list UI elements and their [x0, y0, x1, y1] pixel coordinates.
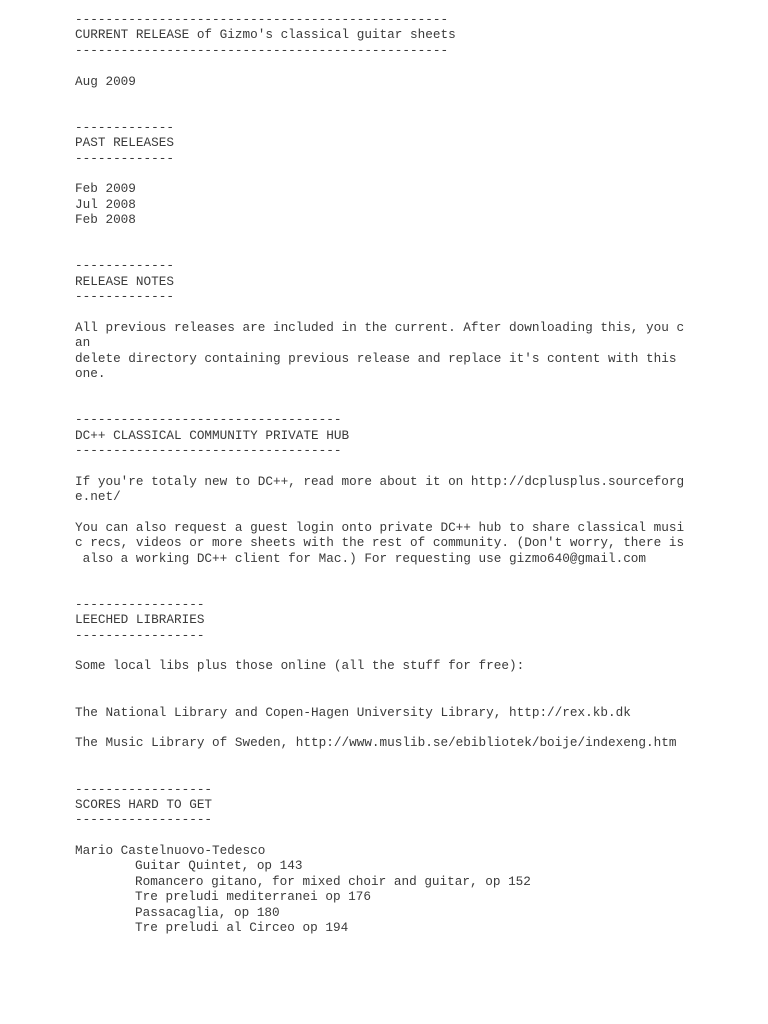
- current-release-heading: CURRENT RELEASE of Gizmo's classical guitar sheets: [75, 27, 456, 43]
- past-release-date: Feb 2009: [75, 181, 136, 197]
- hub-paragraph-line: c recs, videos or more sheets with the rest of community. (Don't worry, there is: [75, 535, 685, 551]
- libraries-heading: LEECHED LIBRARIES: [75, 612, 205, 628]
- rule-top: -------------: [75, 119, 174, 135]
- library-entry: The Music Library of Sweden, http://www.muslib.se/ebibliotek/boije/indexeng.htm: [75, 735, 677, 751]
- document-page: [75, 12, 735, 935]
- hub-paragraph-line: If you're totaly new to DC++, read more about it on http://dcplusplus.sourceforg: [75, 473, 685, 489]
- rule-top: -------------: [75, 258, 174, 274]
- current-release-date: Aug 2009: [75, 73, 136, 89]
- hub-paragraph-line: e.net/: [75, 489, 121, 505]
- release-notes-line: All previous releases are included in the current. After downloading this, you c: [75, 319, 685, 335]
- libraries-intro: Some local libs plus those online (all the stuff for free):: [75, 658, 525, 674]
- rule-bottom: -------------: [75, 150, 174, 166]
- rule-bottom: -----------------------------------: [75, 442, 342, 458]
- rule-bottom: -------------: [75, 289, 174, 305]
- composer-name: Mario Castelnuovo-Tedesco: [75, 843, 266, 859]
- past-release-date: Feb 2008: [75, 212, 136, 228]
- score-entry: Guitar Quintet, op 143: [135, 858, 303, 874]
- rule-top: -----------------: [75, 596, 205, 612]
- past-releases-heading: PAST RELEASES: [75, 135, 174, 151]
- release-notes-heading: RELEASE NOTES: [75, 273, 174, 289]
- rule-bottom: -----------------: [75, 627, 205, 643]
- library-entry: The National Library and Copen-Hagen University Library, http://rex.kb.dk: [75, 704, 631, 720]
- scores-heading: SCORES HARD TO GET: [75, 796, 213, 812]
- release-notes-line: one.: [75, 365, 106, 381]
- release-notes-line: an: [75, 335, 91, 351]
- release-notes-line: delete directory containing previous release and replace it's content with this: [75, 350, 677, 366]
- score-entry: Tre preludi mediterranei op 176: [135, 889, 372, 905]
- rule-top: -----------------------------------: [75, 412, 342, 428]
- score-entry: Passacaglia, op 180: [135, 904, 280, 920]
- rule-bottom: -------------------------------------------------: [75, 42, 449, 58]
- hub-paragraph-line: You can also request a guest login onto private DC++ hub to share classical musi: [75, 519, 685, 535]
- hub-heading: DC++ CLASSICAL COMMUNITY PRIVATE HUB: [75, 427, 350, 443]
- rule-top: ------------------: [75, 781, 213, 797]
- rule-top: -------------------------------------------------: [75, 12, 449, 27]
- hub-paragraph-line: also a working DC++ client for Mac.) For requesting use gizmo640@gmail.com: [75, 550, 647, 566]
- rule-bottom: ------------------: [75, 812, 213, 828]
- score-entry: Romancero gitano, for mixed choir and guitar, op 152: [135, 873, 531, 889]
- past-release-date: Jul 2008: [75, 196, 136, 212]
- score-entry: Tre preludi al Circeo op 194: [135, 920, 349, 936]
